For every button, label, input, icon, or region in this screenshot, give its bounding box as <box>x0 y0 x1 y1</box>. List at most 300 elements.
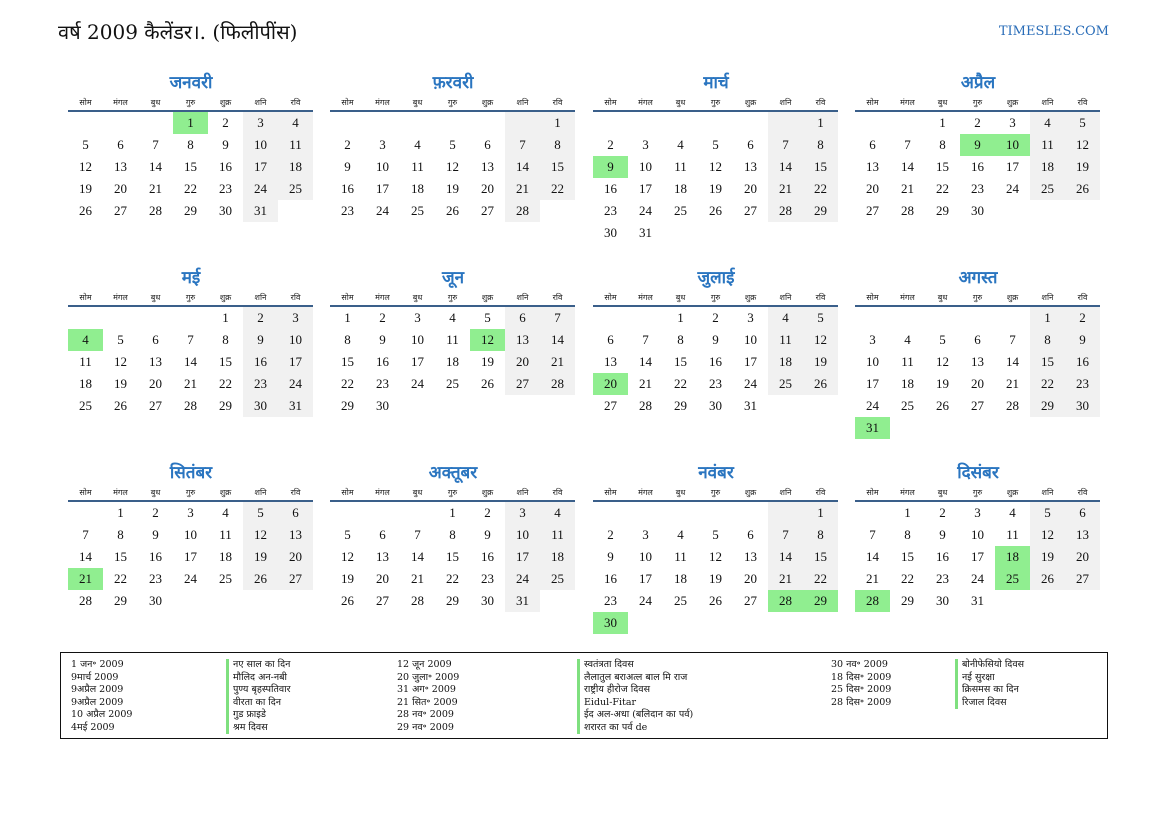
day-cell[interactable]: 19 <box>446 181 459 196</box>
day-cell[interactable]: 23 <box>243 373 278 395</box>
holiday-day[interactable]: 30 <box>593 612 628 634</box>
day-cell[interactable]: 21 <box>768 568 803 590</box>
day-cell[interactable]: 3 <box>642 527 649 542</box>
day-cell[interactable]: 25 <box>901 398 914 413</box>
day-cell[interactable]: 27 <box>971 398 984 413</box>
day-cell[interactable]: 11 <box>446 332 459 347</box>
day-cell[interactable]: 5 <box>1065 112 1100 134</box>
day-cell[interactable]: 25 <box>411 203 424 218</box>
day-cell[interactable]: 18 <box>674 571 687 586</box>
day-cell[interactable]: 28 <box>79 593 92 608</box>
day-cell[interactable]: 15 <box>803 546 838 568</box>
day-cell[interactable]: 21 <box>768 178 803 200</box>
day-cell[interactable]: 4 <box>904 332 911 347</box>
day-cell[interactable]: 6 <box>607 332 614 347</box>
day-cell[interactable]: 16 <box>219 159 232 174</box>
day-cell[interactable]: 29 <box>936 203 949 218</box>
day-cell[interactable]: 10 <box>971 527 984 542</box>
day-cell[interactable]: 21 <box>184 376 197 391</box>
day-cell[interactable]: 9 <box>243 329 278 351</box>
day-cell[interactable]: 13 <box>744 159 757 174</box>
day-cell[interactable]: 21 <box>1006 376 1019 391</box>
day-cell[interactable]: 24 <box>278 373 313 395</box>
day-cell[interactable]: 9 <box>607 549 614 564</box>
day-cell[interactable]: 22 <box>540 178 575 200</box>
day-cell[interactable]: 25 <box>540 568 575 590</box>
day-cell[interactable]: 5 <box>344 527 351 542</box>
day-cell[interactable]: 8 <box>117 527 124 542</box>
day-cell[interactable]: 8 <box>344 332 351 347</box>
day-cell[interactable]: 18 <box>411 181 424 196</box>
day-cell[interactable]: 11 <box>1006 527 1019 542</box>
day-cell[interactable]: 28 <box>639 398 652 413</box>
day-cell[interactable]: 27 <box>1065 568 1100 590</box>
holiday-day[interactable]: 31 <box>855 417 890 439</box>
holiday-day[interactable]: 29 <box>803 590 838 612</box>
day-cell[interactable]: 9 <box>712 332 719 347</box>
day-cell[interactable]: 16 <box>149 549 162 564</box>
day-cell[interactable]: 29 <box>1030 395 1065 417</box>
day-cell[interactable]: 27 <box>744 593 757 608</box>
day-cell[interactable]: 7 <box>540 307 575 329</box>
day-cell[interactable]: 10 <box>376 159 389 174</box>
day-cell[interactable]: 8 <box>904 527 911 542</box>
day-cell[interactable]: 30 <box>243 395 278 417</box>
site-link[interactable]: TIMESLES.COM <box>998 24 1109 39</box>
day-cell[interactable]: 19 <box>803 351 838 373</box>
day-cell[interactable]: 10 <box>278 329 313 351</box>
day-cell[interactable]: 1 <box>222 310 229 325</box>
day-cell[interactable]: 30 <box>1065 395 1100 417</box>
day-cell[interactable]: 13 <box>278 524 313 546</box>
day-cell[interactable]: 6 <box>747 137 754 152</box>
day-cell[interactable]: 14 <box>411 549 424 564</box>
day-cell[interactable]: 9 <box>222 137 229 152</box>
day-cell[interactable]: 5 <box>449 137 456 152</box>
day-cell[interactable]: 19 <box>1065 156 1100 178</box>
day-cell[interactable]: 18 <box>278 156 313 178</box>
day-cell[interactable]: 26 <box>1030 568 1065 590</box>
day-cell[interactable]: 23 <box>219 181 232 196</box>
day-cell[interactable]: 16 <box>376 354 389 369</box>
day-cell[interactable]: 28 <box>768 200 803 222</box>
day-cell[interactable]: 1 <box>677 310 684 325</box>
day-cell[interactable]: 3 <box>187 505 194 520</box>
day-cell[interactable]: 14 <box>184 354 197 369</box>
day-cell[interactable]: 3 <box>414 310 421 325</box>
day-cell[interactable]: 14 <box>639 354 652 369</box>
day-cell[interactable]: 19 <box>341 571 354 586</box>
day-cell[interactable]: 30 <box>149 593 162 608</box>
day-cell[interactable]: 8 <box>222 332 229 347</box>
day-cell[interactable]: 19 <box>114 376 127 391</box>
day-cell[interactable]: 26 <box>936 398 949 413</box>
day-cell[interactable]: 8 <box>939 137 946 152</box>
day-cell[interactable]: 16 <box>604 571 617 586</box>
day-cell[interactable]: 8 <box>803 524 838 546</box>
day-cell[interactable]: 3 <box>974 505 981 520</box>
day-cell[interactable]: 6 <box>379 527 386 542</box>
day-cell[interactable]: 28 <box>505 200 540 222</box>
day-cell[interactable]: 19 <box>709 181 722 196</box>
day-cell[interactable]: 17 <box>866 376 879 391</box>
day-cell[interactable]: 2 <box>222 115 229 130</box>
holiday-day[interactable]: 28 <box>855 590 890 612</box>
day-cell[interactable]: 24 <box>243 178 278 200</box>
day-cell[interactable]: 15 <box>184 159 197 174</box>
day-cell[interactable]: 12 <box>341 549 354 564</box>
day-cell[interactable]: 20 <box>744 571 757 586</box>
day-cell[interactable]: 22 <box>184 181 197 196</box>
day-cell[interactable]: 1 <box>939 115 946 130</box>
day-cell[interactable]: 4 <box>768 307 803 329</box>
day-cell[interactable]: 31 <box>971 593 984 608</box>
day-cell[interactable]: 6 <box>974 332 981 347</box>
day-cell[interactable]: 29 <box>901 593 914 608</box>
day-cell[interactable]: 3 <box>642 137 649 152</box>
day-cell[interactable]: 11 <box>278 134 313 156</box>
day-cell[interactable]: 29 <box>674 398 687 413</box>
day-cell[interactable]: 11 <box>1030 134 1065 156</box>
day-cell[interactable]: 18 <box>1030 156 1065 178</box>
day-cell[interactable]: 20 <box>866 181 879 196</box>
day-cell[interactable]: 4 <box>1009 505 1016 520</box>
day-cell[interactable]: 26 <box>1065 178 1100 200</box>
day-cell[interactable]: 26 <box>341 593 354 608</box>
holiday-day[interactable]: 20 <box>593 373 628 395</box>
day-cell[interactable]: 7 <box>505 134 540 156</box>
day-cell[interactable]: 2 <box>152 505 159 520</box>
day-cell[interactable]: 25 <box>1030 178 1065 200</box>
day-cell[interactable]: 27 <box>604 398 617 413</box>
day-cell[interactable]: 22 <box>1030 373 1065 395</box>
day-cell[interactable]: 17 <box>243 156 278 178</box>
day-cell[interactable]: 9 <box>1065 329 1100 351</box>
day-cell[interactable]: 6 <box>505 307 540 329</box>
day-cell[interactable]: 17 <box>376 181 389 196</box>
day-cell[interactable]: 30 <box>376 398 389 413</box>
day-cell[interactable]: 17 <box>411 354 424 369</box>
day-cell[interactable]: 24 <box>744 376 757 391</box>
day-cell[interactable]: 18 <box>768 351 803 373</box>
day-cell[interactable]: 4 <box>1030 112 1065 134</box>
day-cell[interactable]: 13 <box>505 329 540 351</box>
day-cell[interactable]: 24 <box>639 593 652 608</box>
holiday-day[interactable]: 9 <box>593 156 628 178</box>
day-cell[interactable]: 18 <box>219 549 232 564</box>
day-cell[interactable]: 26 <box>114 398 127 413</box>
day-cell[interactable]: 1 <box>803 502 838 524</box>
day-cell[interactable]: 19 <box>709 571 722 586</box>
day-cell[interactable]: 14 <box>149 159 162 174</box>
day-cell[interactable]: 12 <box>243 524 278 546</box>
day-cell[interactable]: 5 <box>712 527 719 542</box>
day-cell[interactable]: 30 <box>604 225 617 240</box>
day-cell[interactable]: 22 <box>901 571 914 586</box>
day-cell[interactable]: 9 <box>484 527 491 542</box>
day-cell[interactable]: 2 <box>344 137 351 152</box>
day-cell[interactable]: 18 <box>540 546 575 568</box>
day-cell[interactable]: 15 <box>341 354 354 369</box>
day-cell[interactable]: 7 <box>414 527 421 542</box>
day-cell[interactable]: 7 <box>82 527 89 542</box>
day-cell[interactable]: 7 <box>768 134 803 156</box>
day-cell[interactable]: 22 <box>803 568 838 590</box>
day-cell[interactable]: 4 <box>222 505 229 520</box>
day-cell[interactable]: 11 <box>219 527 232 542</box>
holiday-day[interactable]: 10 <box>995 134 1030 156</box>
day-cell[interactable]: 23 <box>341 203 354 218</box>
day-cell[interactable]: 21 <box>149 181 162 196</box>
day-cell[interactable]: 10 <box>411 332 424 347</box>
day-cell[interactable]: 4 <box>414 137 421 152</box>
day-cell[interactable]: 19 <box>79 181 92 196</box>
day-cell[interactable]: 19 <box>481 354 494 369</box>
day-cell[interactable]: 3 <box>1009 115 1016 130</box>
day-cell[interactable]: 24 <box>971 571 984 586</box>
day-cell[interactable]: 14 <box>768 546 803 568</box>
day-cell[interactable]: 23 <box>149 571 162 586</box>
day-cell[interactable]: 30 <box>709 398 722 413</box>
day-cell[interactable]: 12 <box>709 159 722 174</box>
day-cell[interactable]: 20 <box>481 181 494 196</box>
day-cell[interactable]: 14 <box>768 156 803 178</box>
day-cell[interactable]: 21 <box>505 178 540 200</box>
day-cell[interactable]: 25 <box>278 178 313 200</box>
day-cell[interactable]: 23 <box>709 376 722 391</box>
day-cell[interactable]: 2 <box>484 505 491 520</box>
day-cell[interactable]: 29 <box>341 398 354 413</box>
day-cell[interactable]: 14 <box>79 549 92 564</box>
day-cell[interactable]: 12 <box>1030 524 1065 546</box>
day-cell[interactable]: 17 <box>639 181 652 196</box>
day-cell[interactable]: 17 <box>744 354 757 369</box>
day-cell[interactable]: 29 <box>184 203 197 218</box>
day-cell[interactable]: 22 <box>114 571 127 586</box>
day-cell[interactable]: 7 <box>1009 332 1016 347</box>
day-cell[interactable]: 27 <box>481 203 494 218</box>
day-cell[interactable]: 25 <box>768 373 803 395</box>
day-cell[interactable]: 26 <box>243 568 278 590</box>
holiday-day[interactable]: 18 <box>995 546 1030 568</box>
day-cell[interactable]: 7 <box>904 137 911 152</box>
day-cell[interactable]: 24 <box>411 376 424 391</box>
day-cell[interactable]: 9 <box>344 159 351 174</box>
day-cell[interactable]: 29 <box>446 593 459 608</box>
day-cell[interactable]: 29 <box>114 593 127 608</box>
day-cell[interactable]: 16 <box>936 549 949 564</box>
day-cell[interactable]: 31 <box>744 398 757 413</box>
day-cell[interactable]: 20 <box>376 571 389 586</box>
day-cell[interactable]: 1 <box>449 505 456 520</box>
day-cell[interactable]: 1 <box>1030 307 1065 329</box>
day-cell[interactable]: 24 <box>376 203 389 218</box>
day-cell[interactable]: 2 <box>712 310 719 325</box>
day-cell[interactable]: 3 <box>243 112 278 134</box>
day-cell[interactable]: 15 <box>803 156 838 178</box>
day-cell[interactable]: 11 <box>540 524 575 546</box>
day-cell[interactable]: 4 <box>540 502 575 524</box>
day-cell[interactable]: 27 <box>278 568 313 590</box>
day-cell[interactable]: 16 <box>243 351 278 373</box>
day-cell[interactable]: 7 <box>869 527 876 542</box>
day-cell[interactable]: 23 <box>1065 373 1100 395</box>
day-cell[interactable]: 11 <box>768 329 803 351</box>
day-cell[interactable]: 5 <box>1030 502 1065 524</box>
day-cell[interactable]: 19 <box>936 376 949 391</box>
day-cell[interactable]: 9 <box>939 527 946 542</box>
day-cell[interactable]: 14 <box>1006 354 1019 369</box>
day-cell[interactable]: 28 <box>184 398 197 413</box>
day-cell[interactable]: 11 <box>411 159 424 174</box>
day-cell[interactable]: 15 <box>446 549 459 564</box>
day-cell[interactable]: 13 <box>114 159 127 174</box>
day-cell[interactable]: 26 <box>709 593 722 608</box>
day-cell[interactable]: 5 <box>117 332 124 347</box>
day-cell[interactable]: 13 <box>481 159 494 174</box>
day-cell[interactable]: 16 <box>341 181 354 196</box>
day-cell[interactable]: 23 <box>481 571 494 586</box>
day-cell[interactable]: 15 <box>901 549 914 564</box>
day-cell[interactable]: 21 <box>540 351 575 373</box>
day-cell[interactable]: 5 <box>484 310 491 325</box>
day-cell[interactable]: 20 <box>114 181 127 196</box>
day-cell[interactable]: 1 <box>540 112 575 134</box>
day-cell[interactable]: 5 <box>712 137 719 152</box>
day-cell[interactable]: 4 <box>278 112 313 134</box>
day-cell[interactable]: 27 <box>505 373 540 395</box>
day-cell[interactable]: 2 <box>1065 307 1100 329</box>
day-cell[interactable]: 28 <box>1006 398 1019 413</box>
day-cell[interactable]: 23 <box>376 376 389 391</box>
day-cell[interactable]: 8 <box>677 332 684 347</box>
day-cell[interactable]: 15 <box>219 354 232 369</box>
day-cell[interactable]: 2 <box>607 527 614 542</box>
day-cell[interactable]: 11 <box>674 549 687 564</box>
day-cell[interactable]: 14 <box>505 156 540 178</box>
day-cell[interactable]: 24 <box>184 571 197 586</box>
day-cell[interactable]: 22 <box>341 376 354 391</box>
day-cell[interactable]: 22 <box>446 571 459 586</box>
holiday-day[interactable]: 21 <box>68 568 103 590</box>
day-cell[interactable]: 8 <box>540 134 575 156</box>
day-cell[interactable]: 8 <box>187 137 194 152</box>
day-cell[interactable]: 20 <box>278 546 313 568</box>
day-cell[interactable]: 8 <box>1030 329 1065 351</box>
day-cell[interactable]: 24 <box>1006 181 1019 196</box>
day-cell[interactable]: 1 <box>904 505 911 520</box>
day-cell[interactable]: 12 <box>1065 134 1100 156</box>
day-cell[interactable]: 5 <box>803 307 838 329</box>
day-cell[interactable]: 3 <box>278 307 313 329</box>
day-cell[interactable]: 31 <box>243 200 278 222</box>
holiday-day[interactable]: 1 <box>173 112 208 134</box>
day-cell[interactable]: 18 <box>446 354 459 369</box>
day-cell[interactable]: 10 <box>184 527 197 542</box>
day-cell[interactable]: 3 <box>379 137 386 152</box>
day-cell[interactable]: 19 <box>1030 546 1065 568</box>
day-cell[interactable]: 17 <box>505 546 540 568</box>
day-cell[interactable]: 27 <box>866 203 879 218</box>
day-cell[interactable]: 21 <box>901 181 914 196</box>
day-cell[interactable]: 9 <box>379 332 386 347</box>
day-cell[interactable]: 13 <box>376 549 389 564</box>
day-cell[interactable]: 11 <box>674 159 687 174</box>
day-cell[interactable]: 18 <box>79 376 92 391</box>
day-cell[interactable]: 25 <box>79 398 92 413</box>
day-cell[interactable]: 25 <box>219 571 232 586</box>
day-cell[interactable]: 23 <box>604 203 617 218</box>
day-cell[interactable]: 6 <box>152 332 159 347</box>
day-cell[interactable]: 23 <box>971 181 984 196</box>
day-cell[interactable]: 13 <box>744 549 757 564</box>
day-cell[interactable]: 14 <box>901 159 914 174</box>
day-cell[interactable]: 28 <box>901 203 914 218</box>
day-cell[interactable]: 14 <box>866 549 879 564</box>
day-cell[interactable]: 22 <box>674 376 687 391</box>
day-cell[interactable]: 13 <box>866 159 879 174</box>
day-cell[interactable]: 8 <box>449 527 456 542</box>
day-cell[interactable]: 26 <box>803 373 838 395</box>
day-cell[interactable]: 26 <box>709 203 722 218</box>
day-cell[interactable]: 12 <box>936 354 949 369</box>
day-cell[interactable]: 19 <box>243 546 278 568</box>
day-cell[interactable]: 24 <box>866 398 879 413</box>
day-cell[interactable]: 26 <box>79 203 92 218</box>
day-cell[interactable]: 30 <box>971 203 984 218</box>
day-cell[interactable]: 22 <box>936 181 949 196</box>
day-cell[interactable]: 30 <box>481 593 494 608</box>
day-cell[interactable]: 2 <box>379 310 386 325</box>
day-cell[interactable]: 30 <box>936 593 949 608</box>
day-cell[interactable]: 25 <box>674 593 687 608</box>
day-cell[interactable]: 13 <box>971 354 984 369</box>
holiday-day[interactable]: 4 <box>68 329 103 351</box>
day-cell[interactable]: 7 <box>152 137 159 152</box>
day-cell[interactable]: 2 <box>939 505 946 520</box>
day-cell[interactable]: 7 <box>768 524 803 546</box>
day-cell[interactable]: 10 <box>866 354 879 369</box>
day-cell[interactable]: 21 <box>411 571 424 586</box>
day-cell[interactable]: 8 <box>803 134 838 156</box>
day-cell[interactable]: 12 <box>803 329 838 351</box>
day-cell[interactable]: 3 <box>869 332 876 347</box>
day-cell[interactable]: 24 <box>505 568 540 590</box>
day-cell[interactable]: 10 <box>639 159 652 174</box>
day-cell[interactable]: 2 <box>243 307 278 329</box>
day-cell[interactable]: 27 <box>149 398 162 413</box>
day-cell[interactable]: 13 <box>1065 524 1100 546</box>
day-cell[interactable]: 5 <box>243 502 278 524</box>
day-cell[interactable]: 26 <box>481 376 494 391</box>
day-cell[interactable]: 12 <box>446 159 459 174</box>
day-cell[interactable]: 24 <box>639 203 652 218</box>
day-cell[interactable]: 13 <box>604 354 617 369</box>
day-cell[interactable]: 27 <box>114 203 127 218</box>
day-cell[interactable]: 12 <box>709 549 722 564</box>
day-cell[interactable]: 15 <box>674 354 687 369</box>
day-cell[interactable]: 14 <box>540 329 575 351</box>
day-cell[interactable]: 10 <box>744 332 757 347</box>
day-cell[interactable]: 7 <box>187 332 194 347</box>
day-cell[interactable]: 6 <box>484 137 491 152</box>
day-cell[interactable]: 4 <box>677 527 684 542</box>
day-cell[interactable]: 13 <box>149 354 162 369</box>
day-cell[interactable]: 29 <box>219 398 232 413</box>
day-cell[interactable]: 11 <box>79 354 92 369</box>
day-cell[interactable]: 20 <box>971 376 984 391</box>
day-cell[interactable]: 20 <box>505 351 540 373</box>
